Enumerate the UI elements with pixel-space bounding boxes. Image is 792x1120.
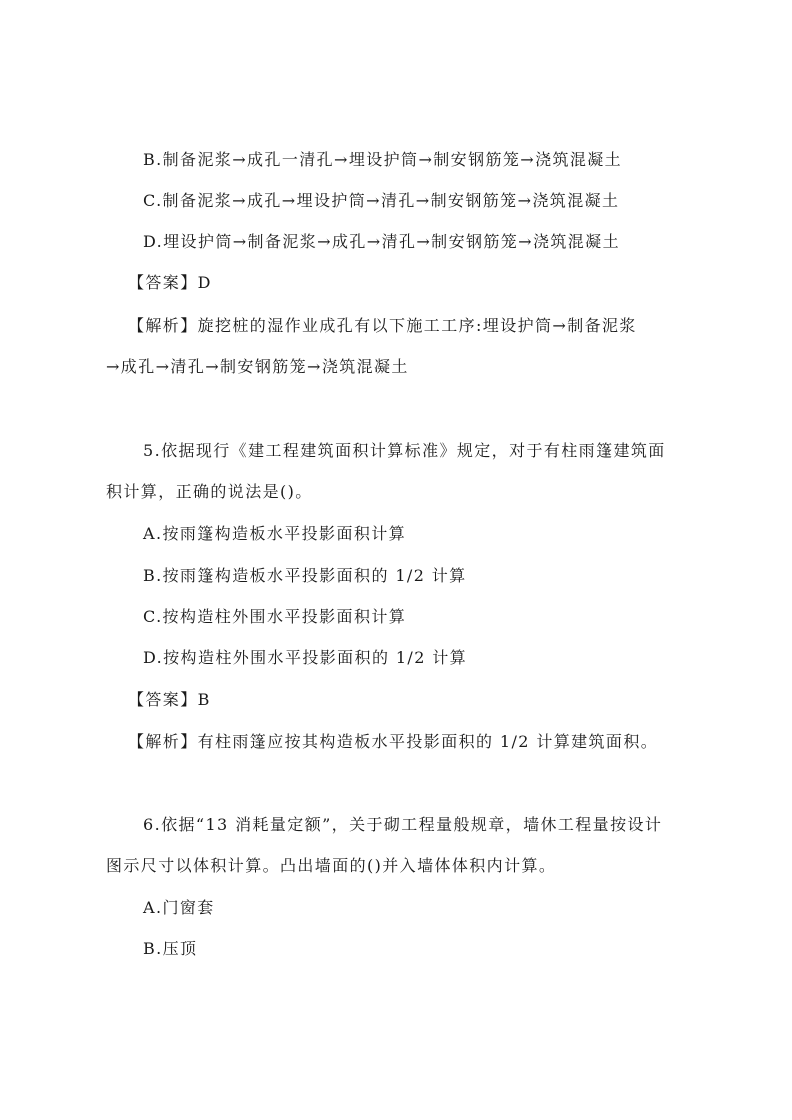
q6-stem-line2: 图示尺寸以体积计算。凸出墙面的()并入墙体体积内计算。 bbox=[106, 856, 557, 875]
q5-analysis: 【解析】有柱雨篷应按其构造板水平投影面积的 1/2 计算建筑面积。 bbox=[128, 732, 659, 751]
q4-answer: 【答案】D bbox=[128, 273, 212, 292]
q5-answer: 【答案】B bbox=[128, 690, 211, 709]
q5-option-c: C.按构造柱外围水平投影面积计算 bbox=[143, 607, 407, 626]
q6-option-a: A.门窗套 bbox=[143, 898, 215, 917]
q4-option-c: C.制备泥浆→成孔→埋设护筒→清孔→制安钢筋笼→浇筑混凝土 bbox=[143, 191, 620, 210]
q4-option-d: D.埋设护筒→制备泥浆→成孔→清孔→制安钢筋笼→浇筑混凝土 bbox=[143, 232, 620, 251]
q6-option-b: B.压顶 bbox=[143, 939, 198, 958]
q5-option-a: A.按雨篷构造板水平投影面积计算 bbox=[143, 524, 407, 543]
q4-analysis-line2: →成孔→清孔→制安钢筋笼→浇筑混凝土 bbox=[106, 357, 409, 376]
q5-stem-line1: 5.依据现行《建工程建筑面积计算标准》规定，对于有柱雨篷建筑面 bbox=[143, 441, 666, 460]
q5-stem-line2: 积计算，正确的说法是()。 bbox=[106, 482, 313, 501]
q5-option-b: B.按雨篷构造板水平投影面积的 1/2 计算 bbox=[143, 566, 467, 585]
q6-stem-line1: 6.依据“13 消耗量定额”，关于砌工程量般规章，墙休工程量按设计 bbox=[143, 815, 663, 834]
q4-analysis-line1: 【解析】旋挖桩的湿作业成孔有以下施工工序:埋设护筒→制备泥浆 bbox=[128, 316, 637, 335]
q4-option-b: B.制备泥浆→成孔一清孔→埋设护筒→制安钢筋笼→浇筑混凝土 bbox=[143, 150, 623, 169]
q5-option-d: D.按构造柱外围水平投影面积的 1/2 计算 bbox=[143, 648, 468, 667]
